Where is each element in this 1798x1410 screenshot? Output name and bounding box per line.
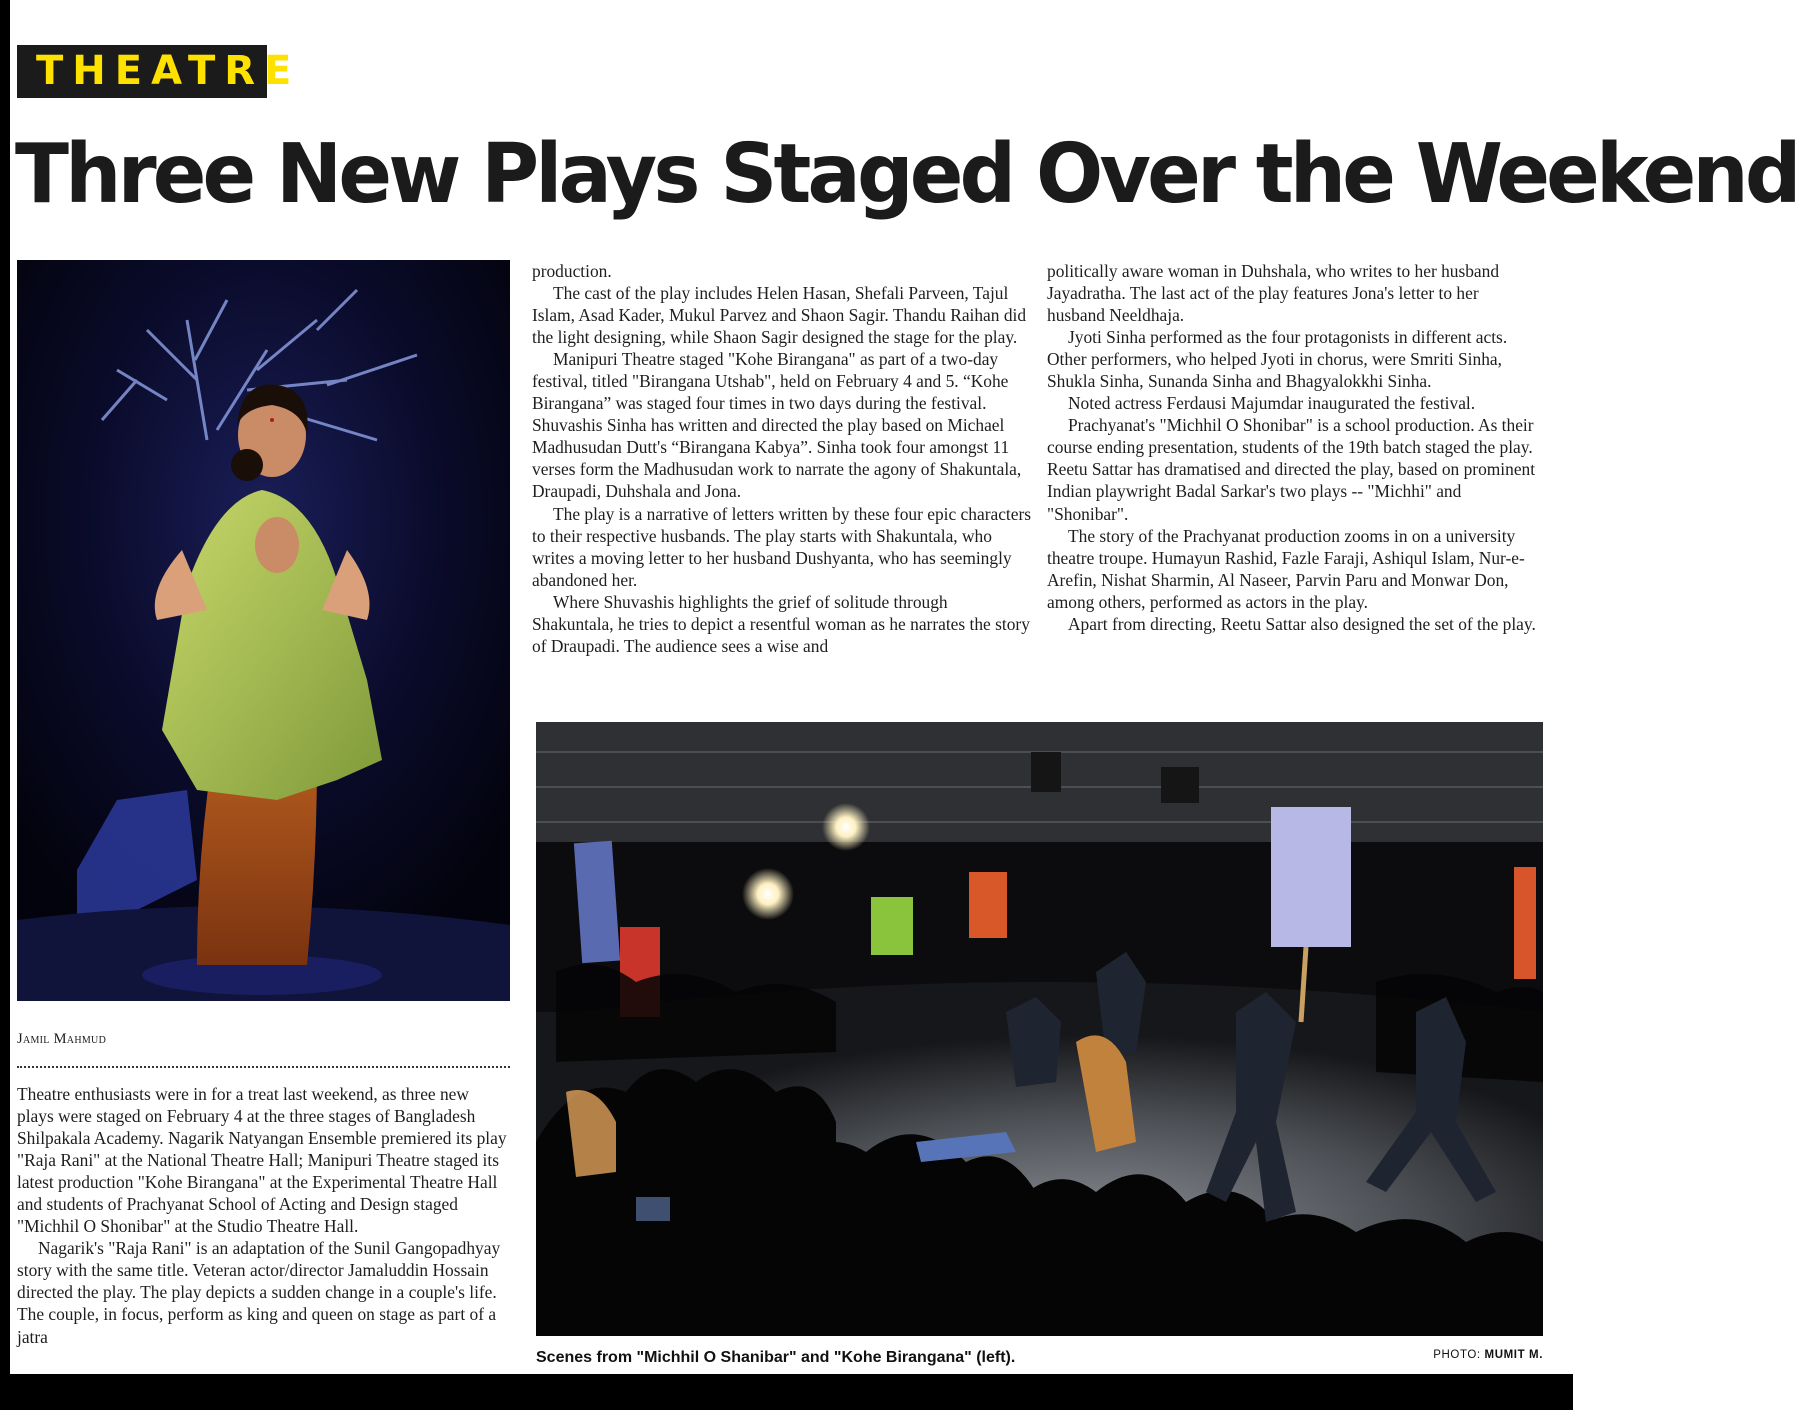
paragraph: The cast of the play includes Helen Hasan, Shefali Parveen, Tajul Islam, Asad Kader, Mukul Parvez and Shaon Sagir. Thandu Raihan did the light designing, while Shaon Sagir designed the stage for the play. [532,283,1027,348]
photo-credit-name: MUMIT M. [1484,1349,1543,1361]
paragraph: Prachyanat's "Michhil O Shonibar" is a school production. As their course ending presentation, students of the 19th batch staged the play. Reetu Sattar has dramatised and directed the play, based on prominent Indian playwright Badal Sarkar's two plays -- "Michhi" and "Shonibar". [1047,415,1536,524]
page-edge-left [0,0,10,1410]
paragraph: production. [532,261,612,281]
photo-credit-label: PHOTO: [1433,1349,1481,1361]
paragraph: Nagarik's "Raja Rani" is an adaptation of the Sunil Gangopadhyay story with the same title. Veteran actor/director Jamaluddin Hossain directed the play. The play depicts a sudden change in a couple's life. The couple, in focus, perform as king and queen on stage as part of a jatra [17,1238,501,1347]
paragraph: The story of the Prachyanat production zooms in on a university theatre troupe. Humayun Rashid, Fazle Faraji, Ashiqul Islam, Nur-e-Arefin, Nishat Sharmin, Al Naseer, Parvin Paru and Monwar Don, among others, performed as actors in the play. [1047,525,1525,612]
paragraph: The play is a narrative of letters written by these four epic characters to their respective husbands. The play starts with Shakuntala, who writes a moving letter to her husband Dushyanta, who has seemingly abandoned her. [532,503,1032,590]
paragraph: politically aware woman in Duhshala, who writes to her husband Jayadratha. The last act of the play features Jona's letter to her husband Neeldhaja. [1047,261,1500,326]
article-column-left [17,1083,510,1348]
paragraph: Theatre enthusiasts were in for a treat last weekend, as three new plays were staged on February 4 at the three stages of Bangladesh Shilpakala Academy. Nagarik Natyangan Ensemble premiered its play "Raja Rani" at the National Theatre Hall; Manipuri Theatre staged its latest production "Kohe Birangana" at the Experimental Theatre Hall and students of Prachyanat School of Acting and Design staged "Michhil O Shonibar" at the Studio Theatre Hall. [17,1084,507,1237]
headline: Three New Plays Staged Over the Weekend [15,127,1798,222]
article-column-middle [532,260,1032,657]
photo-michhil-o-shonibar [536,722,1543,1336]
paragraph: Apart from directing, Reetu Sattar also designed the set of the play. [1068,613,1536,634]
photo-kohe-birangana [17,260,510,1001]
page-edge-bottom [0,1374,1573,1410]
paragraph: Manipuri Theatre staged "Kohe Birangana" as part of a two-day festival, titled "Birangana Utshab", held on February 4 and 5. “Kohe Birangana” was staged four times in two days during the festival. Shuvashis Sinha has written and directed the play based on Michael Madhusudan Dutt's “Birangana Kabya”. Sinha took four amongst 11 verses form the Madhusudan work to narrate the agony of Shakuntala, Draupadi, Duhshala and Jona. [532,349,1022,502]
byline: Jamil Mahmud [17,1031,107,1047]
photo-caption: Scenes from "Michhil O Shanibar" and "Kohe Birangana" (left). [536,1349,1016,1366]
paragraph: Where Shuvashis highlights the grief of solitude through Shakuntala, he tries to depict a resentful woman as he narrates the story of Draupadi. The audience sees a wise and [532,591,1030,656]
section-label: THEATRE [17,45,267,98]
photo-credit [1360,1349,1543,1361]
article-column-right [1047,260,1537,635]
paragraph: Noted actress Ferdausi Majumdar inaugurated the festival. [1068,393,1476,414]
byline-divider [17,1066,510,1068]
paragraph: Jyoti Sinha performed as the four protagonists in different acts. Other performers, who helped Jyoti in chorus, were Smriti Sinha, Shukla Sinha, Sunanda Sinha and Bhagyalokkhi Sinha. [1047,327,1508,392]
